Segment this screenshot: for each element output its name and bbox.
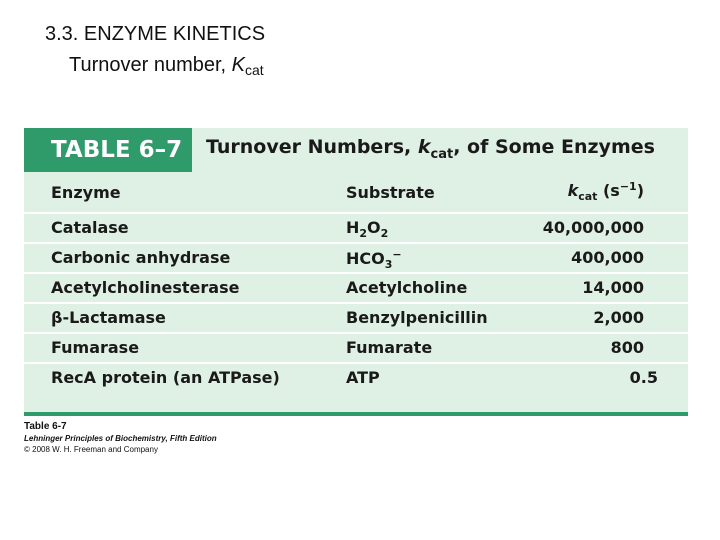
column-header-enzyme: Enzyme [51,183,121,202]
kcat-header-unit-sup: −1 [619,180,637,193]
kcat-header-unit-open: (s [597,181,620,200]
caption-table-number: Table 6-7 [24,421,67,432]
substrate-cell [346,248,402,271]
substrate-sub: 2 [380,227,389,240]
table-row [24,362,688,392]
table-body [24,172,688,412]
table-title-prefix: Turnover Numbers, [206,136,418,158]
figure-caption [24,421,217,455]
table-row [24,212,688,242]
enzyme-cell: β-Lactamase [51,308,166,327]
subtitle-text: Turnover number, [69,54,232,76]
kcat-subscript: cat [245,62,264,78]
substrate-part: HCO [346,249,385,268]
enzyme-cell: Acetylcholinesterase [51,278,240,297]
enzyme-cell: RecA protein (an ATPase) [51,368,280,387]
kcat-value-cell: 2,000 [593,308,644,327]
column-header-kcat [568,180,644,203]
enzyme-cell: Carbonic anhydrase [51,248,231,267]
substrate-cell: Benzylpenicillin [346,308,488,327]
caption-book-title: Lehninger Principles of Biochemistry, Fifth Edition [24,434,217,443]
table-row [24,242,688,272]
slide-title: 3.3. ENZYME KINETICS [45,23,266,45]
substrate-part: O [367,218,381,237]
table-row [24,272,688,302]
substrate-part: H [346,218,360,237]
slide-subtitle [69,52,264,83]
caption-copyright: © 2008 W. H. Freeman and Company [24,445,158,454]
kcat-value-cell: 40,000,000 [542,218,644,237]
enzyme-cell: Fumarase [51,338,140,357]
substrate-cell: ATP [346,368,380,387]
table-title-subscript: cat [430,147,454,162]
table-row [24,332,688,362]
kcat-value-cell: 0.5 [629,368,658,387]
kcat-header-symbol: k [567,181,579,200]
substrate-cell: Fumarate [346,338,433,357]
kcat-value-cell: 14,000 [582,278,644,297]
kcat-value-cell: 800 [610,338,644,357]
column-header-substrate: Substrate [346,183,435,202]
kcat-header-unit-close: ) [636,181,644,200]
table-title-symbol: k [417,136,431,158]
table-header-row [24,172,688,212]
substrate-cell [346,218,388,240]
enzyme-cell: Catalase [51,218,129,237]
substrate-sub: 2 [359,227,368,240]
kcat-value-cell: 400,000 [571,248,644,267]
kcat-symbol: K [231,54,246,76]
substrate-sup: − [392,248,402,261]
kcat-header-sub: cat [578,190,598,203]
enzyme-table [24,128,688,416]
substrate-sub: 3 [384,258,393,271]
table-title [192,128,688,172]
table-row [24,302,688,332]
table-title-suffix: , of Some Enzymes [453,136,655,158]
table-label: TABLE 6–7 [24,128,192,172]
substrate-cell: Acetylcholine [346,278,468,297]
